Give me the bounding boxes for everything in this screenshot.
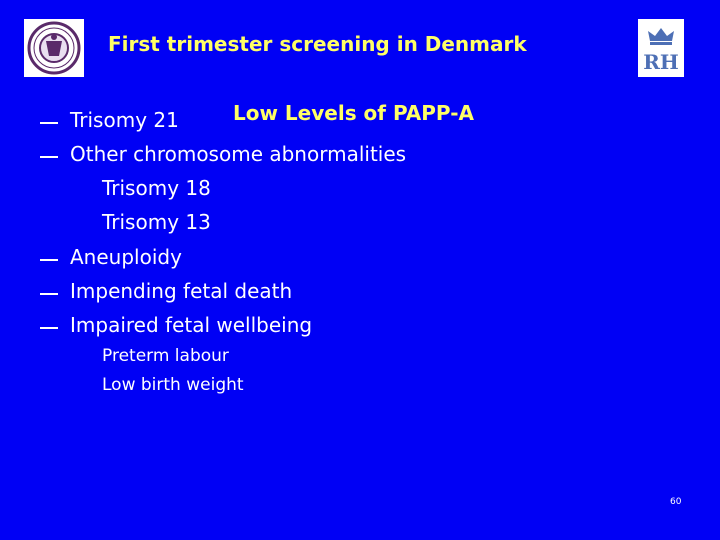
slide-title: First trimester screening in Denmark [108, 32, 527, 56]
rigshospitalet-logo [638, 19, 684, 77]
page-number: 60 [670, 497, 682, 507]
bullet-item: Impaired fetal wellbeing [70, 313, 313, 337]
bullet-item: Aneuploidy [70, 245, 182, 269]
logo-letters: RH [643, 50, 679, 74]
bullet-dash [40, 293, 58, 295]
subheading: Low Levels of PAPP-A [233, 101, 475, 125]
bullet-item: Impending fetal death [70, 279, 293, 303]
bullet-dash [40, 156, 58, 158]
sub-bullet-item: Trisomy 18 [102, 176, 211, 200]
sub-bullet-item: Preterm labour [102, 346, 229, 366]
bullet-item: Trisomy 21 [70, 108, 179, 132]
sub-bullet-item: Trisomy 13 [102, 210, 211, 234]
bullet-dash [40, 327, 58, 329]
university-seal-logo [24, 19, 84, 77]
bullet-dash [40, 259, 58, 261]
bullet-item: Other chromosome abnormalities [70, 142, 407, 166]
bullet-dash [40, 122, 58, 124]
sub-bullet-item: Low birth weight [102, 375, 244, 395]
